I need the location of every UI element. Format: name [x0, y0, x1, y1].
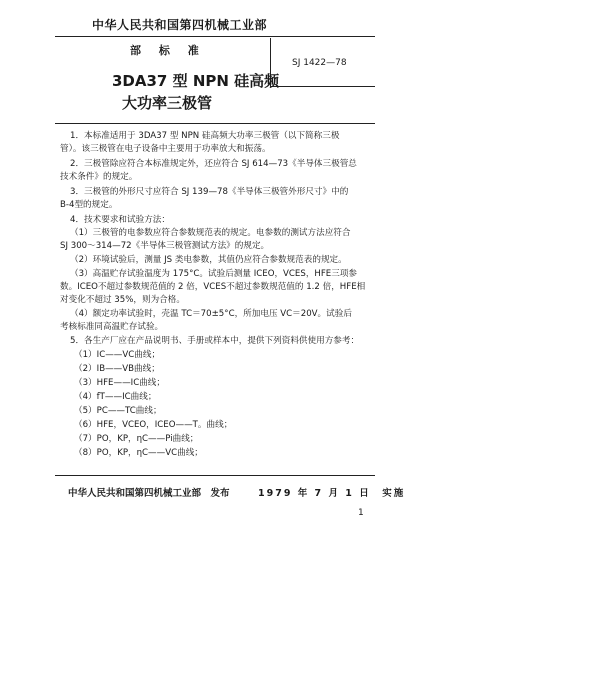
ministry-name: 中华人民共和国第四机械工业部 [92, 18, 268, 32]
body-line: 考核标准同高温贮存试验。 [60, 322, 164, 332]
body-line: SJ 300～314—72《半导体三极管测试方法》的规定。 [60, 241, 270, 251]
standard-code: SJ 1422—78 [292, 58, 347, 68]
body-line: （2）IB——VB曲线； [74, 364, 160, 374]
body-line: （3）HFE——IC曲线； [74, 378, 165, 388]
body-line: （6）HFE，VCEO，ICEO——T。曲线； [74, 420, 233, 430]
body-line: （7）PO，KP，ηC——Pi曲线； [74, 434, 199, 444]
body-line: （4）额定功率试验时，壳温 TC＝70±5°C，所加电压 VC＝20V。试验后 [70, 309, 352, 319]
body-line: 管）。该三极管在电子设备中主要用于功率放大和振荡。 [60, 144, 271, 154]
body-line: （4）fT——IC曲线； [74, 392, 157, 402]
standard-label-char: 标 [158, 44, 170, 57]
footer-date: 1979 年 7 月 1 日 实施 [258, 488, 406, 499]
body-line: （8）PO，KP，ηC——VC曲线； [74, 448, 203, 458]
body-line: 5．各生产厂应在产品说明书、手册或样本中，提供下列资料供使用方参考： [70, 336, 360, 346]
standard-label [130, 42, 213, 58]
standard-label-char: 部 [130, 44, 141, 57]
body-line: （5）PC——TC曲线； [74, 406, 162, 416]
body-line: B-4型的规定。 [60, 200, 118, 210]
body-line: 3．三极管的外形尺寸应符合 SJ 139—78《半导体三极管外形尺寸》中的 [70, 187, 349, 197]
body-line: （1）IC——VC曲线； [74, 350, 161, 360]
body-line: （3）高温贮存试验温度为 175°C。试验后测量 ICEO，VCES，HFE三项参 [70, 269, 358, 279]
standard-label-char: 准 [187, 44, 199, 57]
header-rule-top [55, 36, 375, 37]
title-rule [55, 123, 375, 124]
title-line-1: 3DA37 型 NPN 硅高频 [112, 72, 280, 90]
footer-issuer: 中华人民共和国第四机械工业部 发布 [68, 488, 230, 499]
body-line: 1．本标准适用于 3DA37 型 NPN 硅高频大功率三极管（以下简称三极 [70, 131, 340, 141]
body-line: 数。ICEO不超过参数规范值的 2 倍，VCES不超过参数规范值的 1.2 倍，HFE相 [60, 282, 366, 292]
page-number: 1 [358, 508, 364, 518]
body-line: 2．三极管除应符合本标准规定外，还应符合 SJ 614—73《半导体三极管总 [70, 159, 357, 169]
footer-rule [55, 475, 375, 476]
body-line: （1）三极管的电参数应符合参数规范表的规定。电参数的测试方法应符合 [70, 228, 351, 238]
title-line-2: 大功率三极管 [122, 94, 213, 112]
body-line: 对变化不超过 35%，则为合格。 [60, 295, 185, 305]
body-line: （2）环境试验后，测量 JS 类电参数，其值仍应符合参数规范表的规定。 [70, 255, 347, 265]
body-line: 4．技术要求和试验方法： [70, 215, 170, 225]
body-line: 技术条件》的规定。 [60, 172, 138, 182]
